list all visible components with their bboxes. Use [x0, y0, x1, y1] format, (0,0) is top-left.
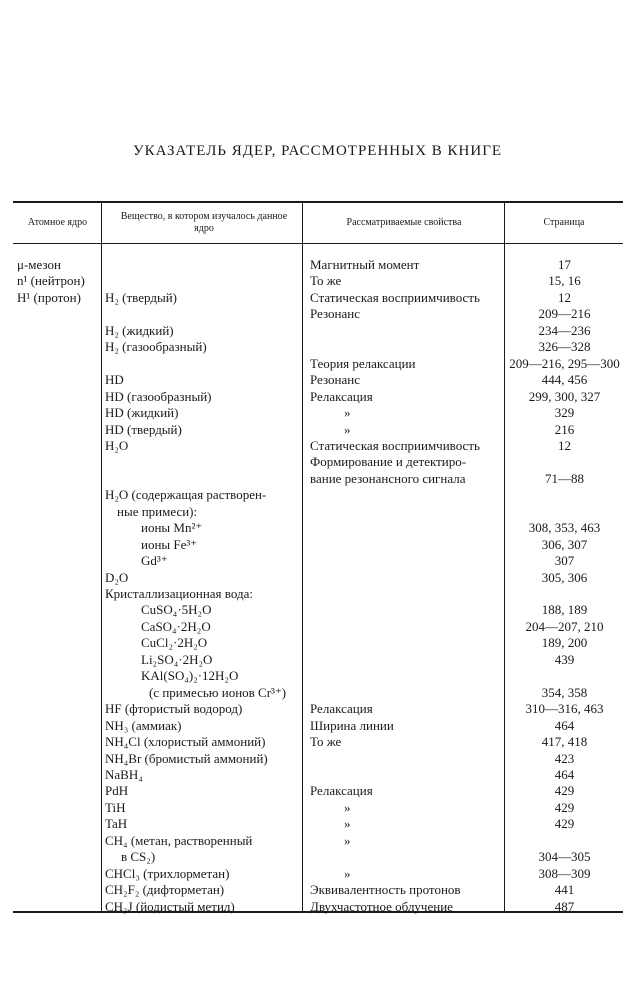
cell-substance: H₂ (твердый) [105, 289, 177, 305]
cell-pages: 439 [554, 651, 575, 667]
cell-property: Магнитный момент [310, 257, 420, 272]
cell-pages: 429 [554, 816, 575, 832]
table-row [13, 618, 623, 635]
table-row [13, 338, 623, 355]
cell-pages: 487 [554, 898, 575, 914]
cell-property: » [344, 865, 351, 881]
table-row [13, 289, 623, 306]
cell-property: Релаксация [310, 701, 373, 717]
cell-pages: 15, 16 [548, 273, 581, 289]
cell-pages: 12 [558, 437, 571, 453]
cell-pages: 188, 189 [541, 602, 588, 618]
cell-property: Эквивалентность протонов [310, 882, 461, 898]
cell-pages: 305, 306 [541, 569, 588, 585]
table-row [13, 848, 623, 865]
table-row [13, 667, 623, 684]
cell-property: То же [310, 273, 342, 289]
cell-pages: 216 [554, 421, 575, 437]
table-row [13, 421, 623, 438]
cell-pages: 12 [558, 289, 571, 305]
header-substance: Вещество, в котором изучалось данное ядро [120, 211, 288, 234]
table-row [13, 651, 623, 668]
cell-property: вание резонансного сигнала [310, 470, 466, 486]
cell-property: Статическая восприимчивость [310, 437, 480, 453]
cell-property: » [344, 832, 351, 848]
table-row [13, 766, 623, 783]
cell-substance: ные примеси): [117, 503, 198, 519]
table-row [13, 569, 623, 586]
cell-pages: 304—305 [538, 849, 591, 865]
cell-property: То же [310, 734, 342, 750]
cell-substance: Gd³⁺ [141, 553, 168, 569]
cell-pages: 429 [554, 799, 575, 815]
cell-pages: 441 [554, 882, 575, 898]
cell-property: Теория релаксации [310, 355, 416, 371]
table-row [13, 898, 623, 915]
cell-pages: 310—316, 463 [525, 701, 604, 717]
cell-substance: D₂O [105, 569, 129, 585]
table-header-rule [13, 243, 623, 244]
cell-substance: H₂O (содержащая растворен- [105, 487, 267, 503]
cell-property: » [344, 816, 351, 832]
cell-substance: HD [105, 372, 124, 388]
cell-pages: 308, 353, 463 [528, 520, 601, 536]
cell-pages: 417, 418 [541, 734, 588, 750]
cell-nucleus: μ-мезон [17, 257, 61, 272]
table-row [13, 717, 623, 734]
table-row [13, 536, 623, 553]
cell-property: » [344, 799, 351, 815]
cell-substance: в CS₂) [121, 849, 156, 865]
table-row [13, 322, 623, 339]
cell-pages: 209—216 [538, 306, 591, 322]
cell-substance: (с примесью ионов Cr³⁺) [149, 684, 287, 700]
cell-substance: NH₃ (аммиак) [105, 717, 182, 733]
table-row [13, 272, 623, 289]
cell-property: Релаксация [310, 783, 373, 799]
cell-pages: 71—88 [545, 470, 584, 486]
cell-property: Формирование и детектиро- [310, 454, 467, 470]
cell-substance: H₂O [105, 437, 129, 453]
cell-pages: 306, 307 [541, 536, 588, 552]
cell-substance: CuCl₂·2H₂O [141, 635, 208, 651]
cell-pages: 299, 300, 327 [528, 388, 601, 404]
cell-pages: 329 [554, 405, 575, 421]
cell-property: » [344, 421, 351, 437]
table-row [13, 355, 623, 372]
cell-substance: Кристаллизационная вода: [105, 586, 253, 601]
table-row [13, 305, 623, 322]
cell-substance: CH₄ (метан, растворенный [105, 832, 253, 848]
cell-substance: HF (фтористый водород) [105, 701, 243, 717]
table-row [13, 782, 623, 799]
cell-property: Статическая восприимчивость [310, 289, 480, 305]
table-row [13, 684, 623, 701]
cell-pages: 234—236 [538, 322, 591, 338]
cell-substance: PdH [105, 783, 129, 799]
cell-pages: 308—309 [538, 865, 591, 881]
cell-property: » [344, 405, 351, 421]
cell-pages: 464 [554, 766, 575, 782]
cell-substance: HD (твердый) [105, 421, 182, 437]
cell-nucleus: n¹ (нейтрон) [17, 273, 85, 289]
cell-property: Резонанс [310, 306, 361, 322]
cell-substance: TiH [105, 799, 126, 815]
table-row [13, 470, 623, 487]
cell-pages: 204—207, 210 [525, 618, 604, 634]
cell-pages: 429 [554, 783, 575, 799]
cell-substance: CHCl₃ (трихлорметан) [105, 865, 230, 881]
cell-substance: TaH [105, 816, 128, 832]
table-row [13, 832, 623, 849]
cell-substance: CaSO₄·2H₂O [141, 618, 211, 634]
cell-property: Двухчастотное облучение [310, 898, 453, 914]
header-properties: Рассматриваемые свойства [346, 217, 462, 228]
table-row [13, 881, 623, 898]
header-nucleus: Атомное ядро [27, 217, 88, 228]
header-page: Страница [543, 217, 585, 228]
cell-substance: NaBH₄ [105, 766, 143, 782]
cell-substance: CH₂F₂ (дифторметан) [105, 882, 225, 898]
cell-pages: 423 [554, 750, 575, 766]
cell-pages: 354, 358 [541, 684, 588, 700]
cell-substance: ионы Mn²⁺ [141, 520, 203, 536]
table-row [13, 585, 623, 602]
table-row [13, 700, 623, 717]
cell-substance: Li₂SO₄·2H₂O [141, 651, 213, 667]
table-row [13, 453, 623, 470]
table-row [13, 371, 623, 388]
table-row [13, 256, 623, 273]
table-row [13, 865, 623, 882]
table-row [13, 815, 623, 832]
cell-pages: 189, 200 [541, 635, 588, 651]
cell-substance: H₂ (жидкий) [105, 322, 174, 338]
cell-substance: CuSO₄·5H₂O [141, 602, 212, 618]
table-row [13, 503, 623, 520]
table-row [13, 519, 623, 536]
table-row [13, 601, 623, 618]
cell-substance: CH₃J (йодистый метил) [105, 898, 235, 914]
cell-property: Релаксация [310, 388, 373, 404]
table-row [13, 388, 623, 405]
cell-substance: NH₄Br (бромистый аммоний) [105, 750, 268, 766]
table-row [13, 437, 623, 454]
cell-pages: 17 [558, 257, 571, 272]
cell-pages: 464 [554, 717, 575, 733]
cell-pages: 444, 456 [541, 372, 588, 388]
table-row [13, 799, 623, 816]
cell-substance: HD (жидкий) [105, 405, 179, 421]
cell-pages: 326—328 [538, 339, 591, 355]
cell-pages: 307 [554, 553, 575, 569]
cell-property: Ширина линии [310, 717, 394, 733]
cell-pages: 209—216, 295—300 [509, 355, 620, 371]
table-row [13, 733, 623, 750]
page-title: УКАЗАТЕЛЬ ЯДЕР, РАССМОТРЕННЫХ В КНИГЕ [132, 143, 503, 159]
cell-substance: KAl(SO₄)₂·12H₂O [141, 668, 239, 684]
cell-substance: HD (газообразный) [105, 388, 212, 404]
table-row [13, 750, 623, 767]
cell-substance: H₂ (газообразный) [105, 339, 207, 355]
table-row [13, 486, 623, 503]
table-row [13, 634, 623, 651]
table-row [13, 404, 623, 421]
cell-property: Резонанс [310, 372, 361, 388]
cell-substance: NH₄Cl (хлористый аммоний) [105, 734, 266, 750]
cell-nucleus: H¹ (протон) [17, 289, 81, 305]
cell-substance: ионы Fe³⁺ [141, 536, 198, 552]
table-row [13, 552, 623, 569]
